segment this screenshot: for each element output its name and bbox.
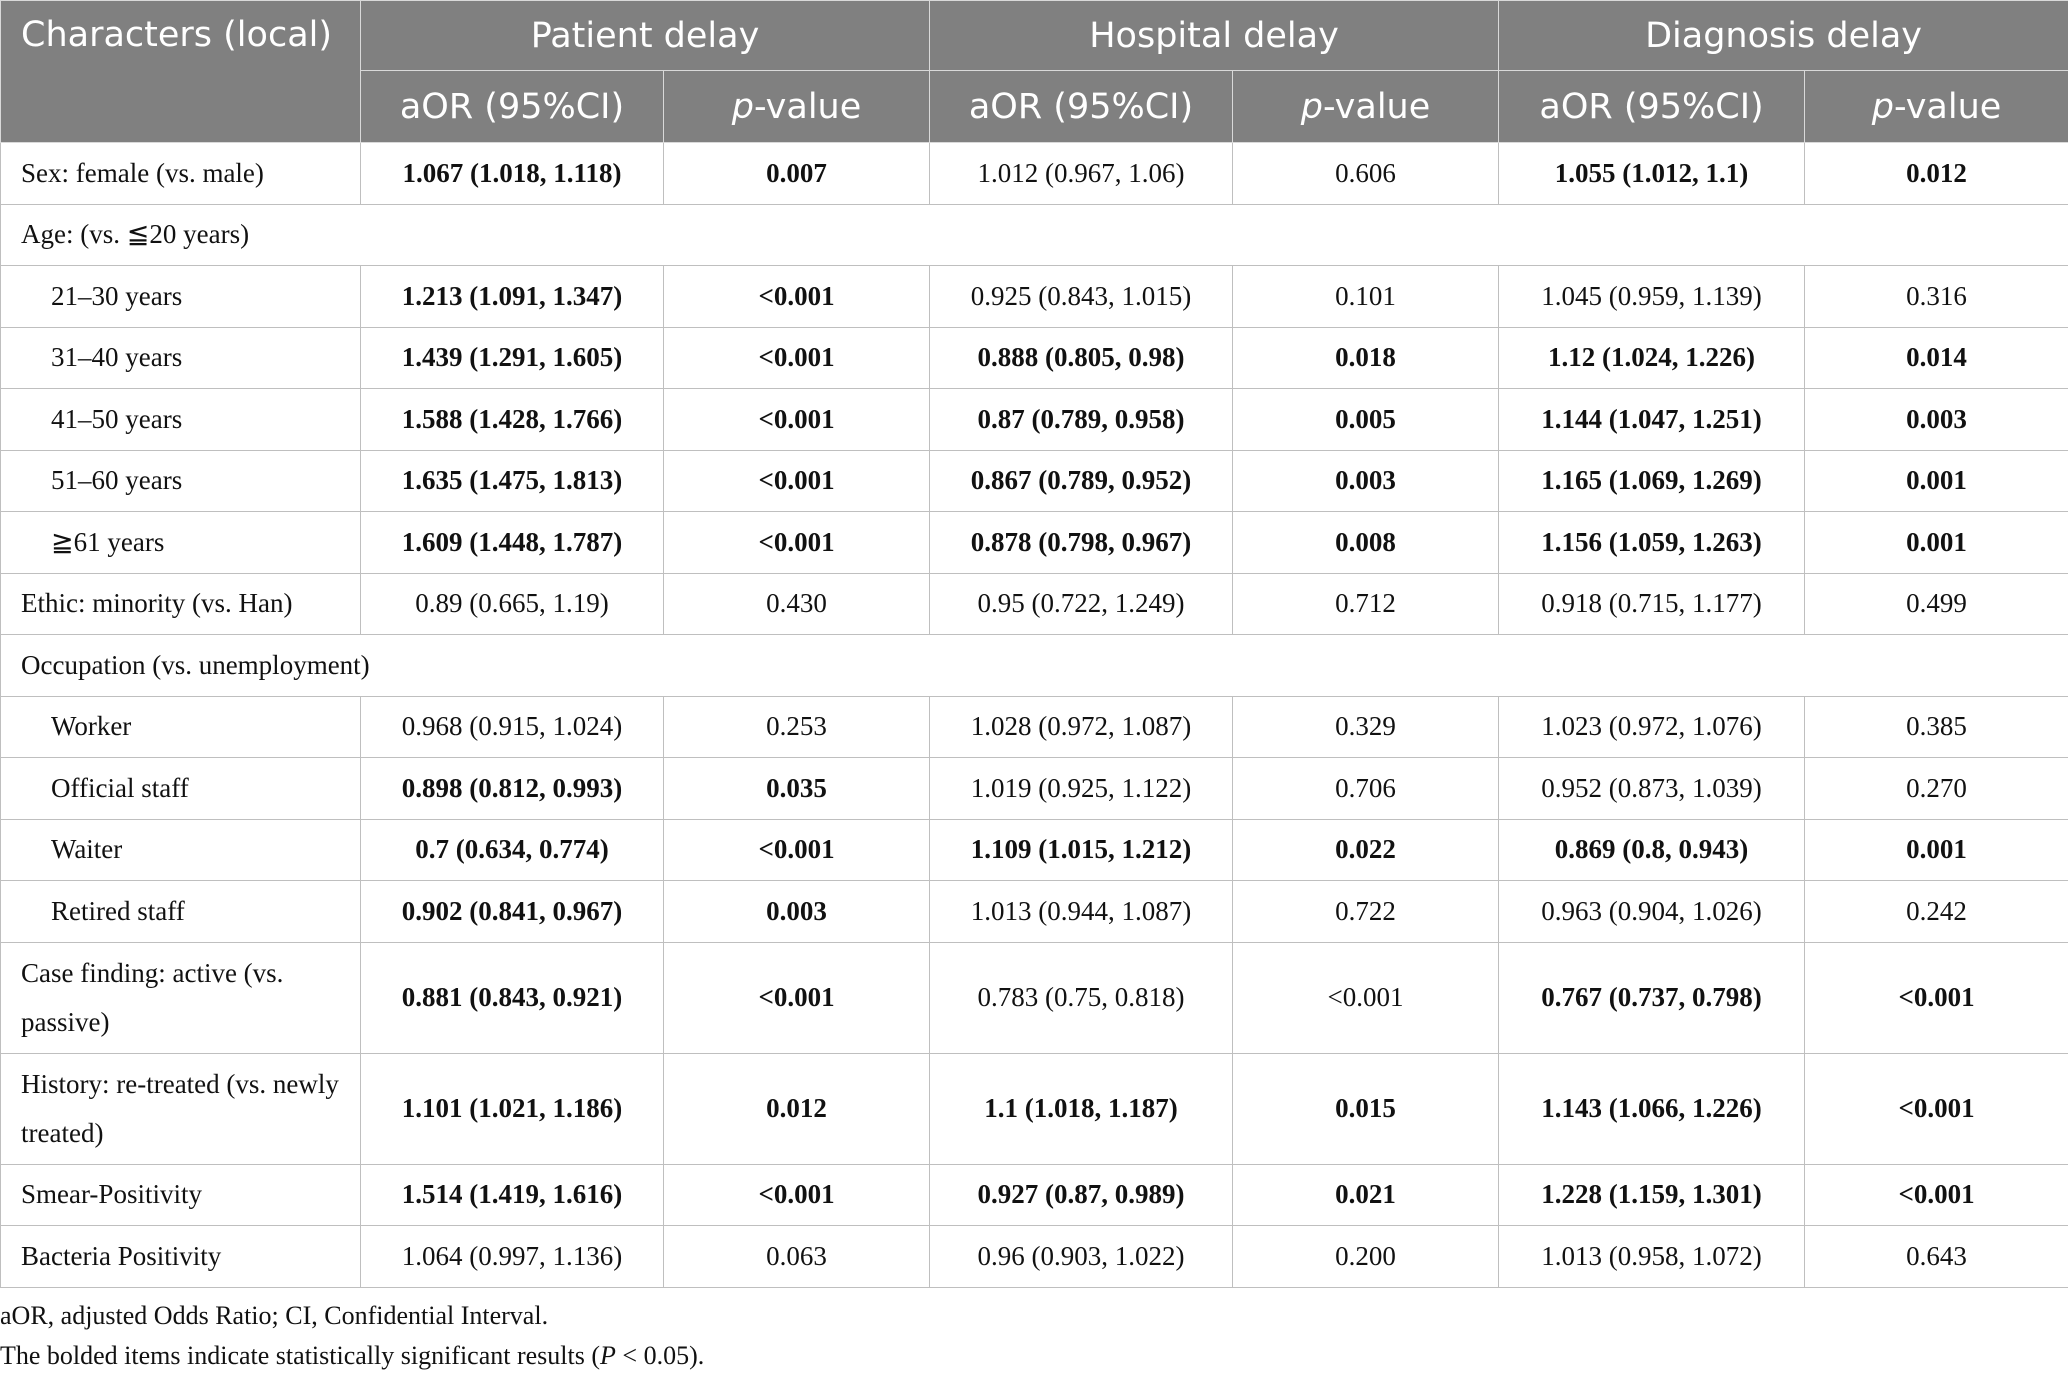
- pvalue-cell: <0.001: [1805, 1053, 2068, 1164]
- row-label: Age: (vs. ≦20 years): [1, 204, 2068, 266]
- aor-cell: 1.013 (0.958, 1.072): [1499, 1226, 1805, 1288]
- footnote-abbreviations: aOR, adjusted Odds Ratio; CI, Confidential Interval.: [0, 1296, 704, 1336]
- pvalue-cell: <0.001: [664, 389, 930, 451]
- row-label: Ethic: minority (vs. Han): [1, 573, 361, 635]
- pvalue-cell: 0.063: [664, 1226, 930, 1288]
- footnote-significance-suffix: < 0.05).: [616, 1341, 704, 1370]
- header-diagnosis-delay: Diagnosis delay: [1499, 1, 2068, 71]
- table-row: [1, 327, 2068, 389]
- table-row: [1, 1053, 2068, 1164]
- aor-cell: 1.028 (0.972, 1.087): [930, 696, 1233, 758]
- row-label: ≧61 years: [1, 512, 361, 574]
- aor-cell: 1.588 (1.428, 1.766): [361, 389, 664, 451]
- aor-cell: 1.1 (1.018, 1.187): [930, 1053, 1233, 1164]
- aor-cell: 0.881 (0.843, 0.921): [361, 942, 664, 1053]
- subheader-patient-aor: aOR (95%CI): [361, 71, 664, 143]
- p-suffix: -value: [1894, 87, 2001, 127]
- pvalue-cell: 0.430: [664, 573, 930, 635]
- aor-cell: 1.064 (0.997, 1.136): [361, 1226, 664, 1288]
- aor-cell: 1.101 (1.021, 1.186): [361, 1053, 664, 1164]
- table-row: [1, 819, 2068, 881]
- aor-cell: 0.767 (0.737, 0.798): [1499, 942, 1805, 1053]
- table-row: [1, 696, 2068, 758]
- header-hospital-delay: Hospital delay: [930, 1, 1499, 71]
- pvalue-cell: 0.101: [1233, 266, 1499, 328]
- pvalue-cell: 0.253: [664, 696, 930, 758]
- pvalue-cell: 0.722: [1233, 881, 1499, 943]
- aor-cell: 1.144 (1.047, 1.251): [1499, 389, 1805, 451]
- aor-cell: 0.902 (0.841, 0.967): [361, 881, 664, 943]
- pvalue-cell: <0.001: [1805, 942, 2068, 1053]
- aor-cell: 1.165 (1.069, 1.269): [1499, 450, 1805, 512]
- pvalue-cell: 0.385: [1805, 696, 2068, 758]
- aor-cell: 1.045 (0.959, 1.139): [1499, 266, 1805, 328]
- pvalue-cell: 0.316: [1805, 266, 2068, 328]
- pvalue-cell: 0.018: [1233, 327, 1499, 389]
- row-label: History: re-treated (vs. newly treated): [1, 1053, 361, 1164]
- pvalue-cell: 0.012: [1805, 143, 2068, 205]
- p-suffix: -value: [754, 87, 861, 127]
- section-row: [1, 635, 2068, 697]
- pvalue-cell: 0.003: [1805, 389, 2068, 451]
- row-label: Sex: female (vs. male): [1, 143, 361, 205]
- pvalue-cell: 0.242: [1805, 881, 2068, 943]
- pvalue-cell: <0.001: [664, 942, 930, 1053]
- aor-cell: 0.95 (0.722, 1.249): [930, 573, 1233, 635]
- footnote-significance: [0, 1336, 704, 1376]
- header-patient-delay: Patient delay: [361, 1, 930, 71]
- aor-cell: 1.213 (1.091, 1.347): [361, 266, 664, 328]
- row-label: Case finding: active (vs. passive): [1, 942, 361, 1053]
- pvalue-cell: 0.001: [1805, 450, 2068, 512]
- row-label: 41–50 years: [1, 389, 361, 451]
- table-row: [1, 1164, 2068, 1226]
- row-label: Retired staff: [1, 881, 361, 943]
- aor-cell: 0.89 (0.665, 1.19): [361, 573, 664, 635]
- pvalue-cell: 0.021: [1233, 1164, 1499, 1226]
- pvalue-cell: <0.001: [1233, 942, 1499, 1053]
- pvalue-cell: 0.005: [1233, 389, 1499, 451]
- row-label: 31–40 years: [1, 327, 361, 389]
- aor-cell: 0.925 (0.843, 1.015): [930, 266, 1233, 328]
- aor-cell: 1.514 (1.419, 1.616): [361, 1164, 664, 1226]
- row-label: Waiter: [1, 819, 361, 881]
- p-letter: p: [1301, 87, 1323, 127]
- subheader-diagnosis-pvalue: [1805, 71, 2068, 143]
- table-row: [1, 512, 2068, 574]
- aor-cell: 0.918 (0.715, 1.177): [1499, 573, 1805, 635]
- aor-cell: 1.109 (1.015, 1.212): [930, 819, 1233, 881]
- row-label: Official staff: [1, 758, 361, 820]
- subheader-diagnosis-aor: aOR (95%CI): [1499, 71, 1805, 143]
- pvalue-cell: <0.001: [664, 266, 930, 328]
- table-row: [1, 389, 2068, 451]
- pvalue-cell: <0.001: [664, 1164, 930, 1226]
- p-suffix: -value: [1323, 87, 1430, 127]
- pvalue-cell: 0.015: [1233, 1053, 1499, 1164]
- pvalue-cell: 0.035: [664, 758, 930, 820]
- aor-cell: 0.898 (0.812, 0.993): [361, 758, 664, 820]
- pvalue-cell: <0.001: [664, 819, 930, 881]
- subheader-hospital-pvalue: [1233, 71, 1499, 143]
- pvalue-cell: 0.003: [1233, 450, 1499, 512]
- p-letter: p: [1872, 87, 1894, 127]
- subheader-hospital-aor: aOR (95%CI): [930, 71, 1233, 143]
- aor-cell: 0.968 (0.915, 1.024): [361, 696, 664, 758]
- pvalue-cell: 0.606: [1233, 143, 1499, 205]
- aor-cell: 1.023 (0.972, 1.076): [1499, 696, 1805, 758]
- aor-cell: 1.12 (1.024, 1.226): [1499, 327, 1805, 389]
- aor-cell: 1.067 (1.018, 1.118): [361, 143, 664, 205]
- p-letter: p: [732, 87, 754, 127]
- pvalue-cell: 0.001: [1805, 819, 2068, 881]
- table-row: [1, 266, 2068, 328]
- header-characters: Characters (local): [1, 1, 361, 143]
- aor-cell: 1.228 (1.159, 1.301): [1499, 1164, 1805, 1226]
- aor-cell: 0.867 (0.789, 0.952): [930, 450, 1233, 512]
- aor-cell: 0.963 (0.904, 1.026): [1499, 881, 1805, 943]
- table-row: [1, 942, 2068, 1053]
- row-label: Smear-Positivity: [1, 1164, 361, 1226]
- pvalue-cell: 0.012: [664, 1053, 930, 1164]
- table-row: [1, 573, 2068, 635]
- aor-cell: 1.019 (0.925, 1.122): [930, 758, 1233, 820]
- pvalue-cell: 0.706: [1233, 758, 1499, 820]
- row-label: Worker: [1, 696, 361, 758]
- footnote-significance-prefix: The bolded items indicate statistically significant results (: [0, 1341, 600, 1370]
- table-row: [1, 450, 2068, 512]
- aor-cell: 0.783 (0.75, 0.818): [930, 942, 1233, 1053]
- pvalue-cell: 0.008: [1233, 512, 1499, 574]
- aor-cell: 0.87 (0.789, 0.958): [930, 389, 1233, 451]
- aor-cell: 0.878 (0.798, 0.967): [930, 512, 1233, 574]
- aor-cell: 1.439 (1.291, 1.605): [361, 327, 664, 389]
- row-label: 21–30 years: [1, 266, 361, 328]
- footnote-p-symbol: P: [600, 1341, 616, 1370]
- pvalue-cell: 0.270: [1805, 758, 2068, 820]
- aor-cell: 0.869 (0.8, 0.943): [1499, 819, 1805, 881]
- pvalue-cell: <0.001: [664, 450, 930, 512]
- pvalue-cell: 0.022: [1233, 819, 1499, 881]
- pvalue-cell: 0.001: [1805, 512, 2068, 574]
- row-label: Occupation (vs. unemployment): [1, 635, 2068, 697]
- row-label: 51–60 years: [1, 450, 361, 512]
- aor-cell: 0.927 (0.87, 0.989): [930, 1164, 1233, 1226]
- aor-cell: 1.055 (1.012, 1.1): [1499, 143, 1805, 205]
- section-row: [1, 204, 2068, 266]
- aor-cell: 1.609 (1.448, 1.787): [361, 512, 664, 574]
- pvalue-cell: <0.001: [1805, 1164, 2068, 1226]
- pvalue-cell: 0.499: [1805, 573, 2068, 635]
- table-row: [1, 1226, 2068, 1288]
- pvalue-cell: 0.329: [1233, 696, 1499, 758]
- pvalue-cell: 0.014: [1805, 327, 2068, 389]
- subheader-patient-pvalue: [664, 71, 930, 143]
- aor-cell: 1.012 (0.967, 1.06): [930, 143, 1233, 205]
- pvalue-cell: 0.007: [664, 143, 930, 205]
- pvalue-cell: 0.003: [664, 881, 930, 943]
- pvalue-cell: 0.643: [1805, 1226, 2068, 1288]
- aor-cell: 0.7 (0.634, 0.774): [361, 819, 664, 881]
- table-footnotes: [0, 1296, 704, 1376]
- pvalue-cell: <0.001: [664, 512, 930, 574]
- table-row: [1, 143, 2068, 205]
- aor-cell: 1.013 (0.944, 1.087): [930, 881, 1233, 943]
- aor-cell: 0.888 (0.805, 0.98): [930, 327, 1233, 389]
- row-label: Bacteria Positivity: [1, 1226, 361, 1288]
- table-row: [1, 881, 2068, 943]
- aor-cell: 0.952 (0.873, 1.039): [1499, 758, 1805, 820]
- pvalue-cell: 0.200: [1233, 1226, 1499, 1288]
- aor-cell: 1.635 (1.475, 1.813): [361, 450, 664, 512]
- pvalue-cell: <0.001: [664, 327, 930, 389]
- aor-cell: 1.156 (1.059, 1.263): [1499, 512, 1805, 574]
- pvalue-cell: 0.712: [1233, 573, 1499, 635]
- aor-cell: 0.96 (0.903, 1.022): [930, 1226, 1233, 1288]
- table-row: [1, 758, 2068, 820]
- aor-cell: 1.143 (1.066, 1.226): [1499, 1053, 1805, 1164]
